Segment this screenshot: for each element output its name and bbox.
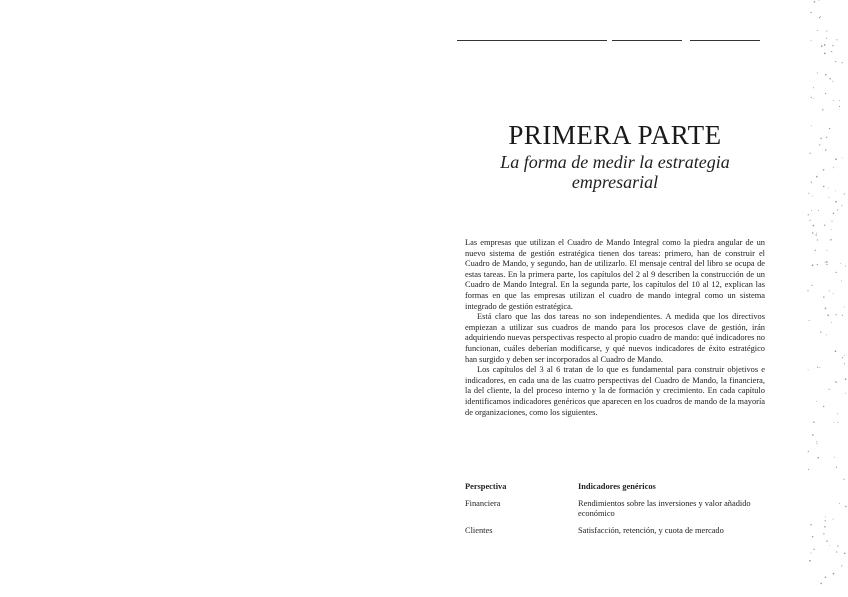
scan-speck: [845, 506, 847, 508]
scan-speck: [827, 314, 829, 316]
paragraph: Los capítulos del 3 al 6 tratan de lo que es fundamental para construir objetivos e indicadores, en cada una de las cuatro perspectivas del Cuadro de Mando, la financiera, la del cliente, la del proceso interno y la de formación y crecimiento. En cada capítulo identificamos indicadores genéricos que aparecen en los cuadros de mando de la mayoría de organizaciones, como los siguientes.: [465, 365, 765, 417]
scan-speck: [816, 401, 817, 402]
scan-speck: [814, 1, 816, 3]
scan-speck: [825, 74, 827, 76]
scan-speck: [826, 540, 827, 541]
scan-speck: [831, 221, 832, 222]
scan-speck: [826, 264, 827, 265]
table-cell: Rendimientos sobre las inversiones y valor añadido económico: [578, 498, 751, 519]
scan-speck: [826, 137, 827, 138]
scan-speck: [810, 524, 811, 525]
scan-speck: [836, 314, 837, 315]
part-subtitle: [465, 152, 765, 192]
scan-speck: [837, 422, 838, 423]
table-header-row: [465, 482, 765, 493]
scan-speck: [842, 315, 843, 316]
scan-speck: [831, 229, 832, 230]
scan-speck: [845, 378, 847, 380]
table-cell: Clientes: [465, 525, 493, 535]
scan-speck: [809, 220, 810, 221]
scan-speck: [839, 503, 840, 504]
scan-speck: [808, 369, 809, 370]
scan-speck: [826, 38, 827, 39]
scan-speck: [818, 210, 819, 211]
scan-speck: [807, 290, 808, 291]
scan-speck: [813, 421, 815, 423]
scan-speck: [825, 149, 827, 151]
scan-speck: [829, 545, 830, 546]
scan-speck: [835, 158, 837, 160]
part-subtitle-line-2: empresarial: [571, 172, 659, 192]
top-rule-middle: [612, 40, 682, 41]
scan-speck: [812, 232, 814, 234]
scan-speck: [826, 31, 827, 32]
scan-speck: [825, 520, 826, 521]
scan-speck: [844, 363, 845, 364]
part-heading: [465, 120, 765, 192]
scan-speck: [812, 195, 813, 196]
scan-speck: [836, 382, 837, 383]
scan-speck: [813, 98, 814, 99]
scan-speck: [829, 78, 831, 80]
scan-speck: [826, 261, 828, 263]
scan-speck: [828, 188, 829, 189]
scan-speck: [811, 182, 812, 183]
scan-speck: [824, 44, 826, 46]
scan-speck: [808, 193, 809, 194]
scan-speck: [816, 176, 818, 178]
scan-speck: [811, 210, 812, 211]
scan-speck: [819, 367, 820, 368]
paragraph: Las empresas que utilizan el Cuadro de Mando Integral como la piedra angular de un nuevo sistema de gestión estratégica tienen dos tareas: primero, han de construir el Cuadro de Mando, y segundo, han de utilizarlo. El mensaje central del libro se ocupa de estas tareas. En la primera parte, los capítulos del 2 al 9 describen la construcción de un Cuadro de Mando Integral. En la segunda parte, los capítulos del 10 al 12, explican las formas en que las empresas utilizan el cuadro de mando integral como un sistema integrado de gestión estratégica.: [465, 238, 765, 311]
scan-speck: [817, 457, 819, 459]
scan-speck: [812, 536, 813, 537]
scan-speck: [820, 583, 822, 585]
scan-speck: [825, 93, 826, 94]
scan-speck: [825, 576, 827, 578]
scan-speck: [843, 479, 844, 480]
paragraph: Está claro que las dos tareas no son independientes. A medida que los directivos empiezan a utilizar sus cuadros de mando para los procesos clave de gestión, irán adquiriendo nuevas perspectivas respecto al propio cuadro de mando: qué indicadores no funcionan, cuáles deberían modificarse, y qué nuevos indicadores de éxito estratégico han surgido y deben ser incorporados al Cuadro de Mando.: [465, 312, 765, 364]
scan-speck: [813, 87, 814, 88]
scan-speck: [824, 526, 826, 528]
scan-speck: [844, 355, 845, 356]
scan-speck: [835, 191, 836, 192]
table-row: [465, 526, 765, 537]
scan-speck: [833, 100, 834, 101]
scan-speck: [844, 552, 846, 554]
scan-speck: [833, 293, 834, 294]
scan-speck: [808, 214, 809, 215]
scan-speck: [837, 209, 838, 210]
scan-speck: [841, 280, 842, 281]
scan-speck: [833, 213, 835, 215]
scan-speck: [831, 51, 832, 52]
scan-speck: [823, 406, 824, 407]
table-row: [465, 499, 765, 520]
table-cell: Financiera: [465, 498, 501, 508]
scan-speck: [835, 201, 837, 203]
scan-speck: [836, 466, 837, 467]
scan-speck: [836, 39, 837, 40]
scan-speck: [844, 307, 845, 308]
scan-speck: [819, 144, 820, 145]
scan-speck: [823, 296, 825, 298]
scan-speck: [830, 239, 832, 241]
scan-speck: [842, 62, 843, 63]
scan-speck: [809, 320, 810, 321]
scan-speck: [819, 17, 820, 18]
body-text: [465, 238, 765, 418]
scan-speck: [808, 469, 809, 470]
scan-speck: [840, 263, 841, 264]
table-cell: Satisfacción, retención, y cuota de mercado: [578, 525, 724, 535]
top-rule-right: [690, 40, 760, 41]
scan-speck: [845, 266, 846, 267]
scan-speck: [817, 239, 818, 240]
scan-speck: [813, 225, 815, 227]
scan-speck: [842, 357, 843, 358]
scan-speck: [825, 262, 826, 263]
scan-speck: [845, 393, 846, 394]
scan-speck: [844, 193, 845, 194]
scan-speck: [824, 225, 825, 226]
scan-speck: [837, 545, 838, 546]
scan-speck: [810, 153, 811, 154]
top-rule-left: [457, 40, 607, 41]
scan-speck: [823, 169, 825, 171]
scan-speck: [812, 264, 814, 266]
scan-speck: [817, 443, 818, 444]
scan-speck: [829, 389, 830, 390]
scan-speck: [837, 413, 838, 414]
scan-speck: [835, 350, 837, 352]
scan-speck: [821, 45, 823, 47]
scan-speck: [839, 100, 840, 101]
scan-speck: [817, 264, 818, 265]
scan-speck: [809, 560, 811, 562]
scan-speck: [832, 45, 833, 46]
scan-noise: [788, 0, 848, 597]
scan-speck: [820, 138, 822, 140]
scan-speck: [811, 125, 812, 126]
scan-speck: [835, 61, 836, 62]
scan-speck: [808, 451, 809, 452]
indicators-table: [465, 482, 765, 542]
scan-speck: [823, 186, 825, 188]
scan-speck: [829, 128, 830, 129]
scan-speck: [811, 40, 812, 41]
scan-speck: [826, 334, 827, 335]
scan-speck: [820, 332, 821, 333]
scan-speck: [836, 272, 837, 273]
scan-speck: [817, 30, 818, 31]
part-subtitle-line-1: La forma de medir la estrategia: [500, 152, 730, 172]
part-title: PRIMERA PARTE: [508, 120, 722, 150]
scan-speck: [817, 72, 818, 73]
scan-speck: [810, 12, 811, 13]
scan-speck: [810, 552, 811, 553]
scan-speck: [835, 381, 836, 382]
scan-speck: [832, 81, 833, 82]
scan-speck: [833, 519, 834, 520]
scan-speck: [825, 308, 827, 310]
scan-speck: [833, 422, 834, 423]
scan-speck: [816, 232, 817, 233]
scan-speck: [826, 250, 827, 251]
scan-speck: [831, 322, 832, 323]
scan-speck: [811, 97, 812, 98]
scan-speck: [833, 167, 834, 168]
scan-speck: [818, 0, 819, 1]
scan-speck: [841, 205, 842, 206]
scan-speck: [825, 516, 826, 517]
scan-speck: [822, 109, 823, 110]
scan-speck: [811, 285, 812, 286]
scan-speck: [816, 441, 817, 442]
scan-speck: [815, 250, 816, 251]
scan-speck: [828, 197, 829, 198]
scan-speck: [833, 573, 835, 575]
scan-speck: [836, 551, 837, 552]
scan-speck: [841, 565, 842, 566]
scan-speck: [842, 157, 843, 158]
scan-speck: [812, 434, 814, 436]
table-header-cell: Perspectiva: [465, 482, 507, 491]
scan-speck: [813, 549, 814, 550]
scan-speck: [820, 16, 821, 17]
scan-speck: [815, 234, 816, 235]
scan-speck: [839, 106, 840, 107]
scan-speck: [823, 533, 824, 534]
scan-speck: [817, 367, 818, 368]
scan-speck: [829, 290, 830, 291]
scan-speck: [834, 457, 835, 458]
scan-speck: [824, 53, 826, 55]
table-header-cell: Indicadores genéricos: [578, 482, 656, 491]
